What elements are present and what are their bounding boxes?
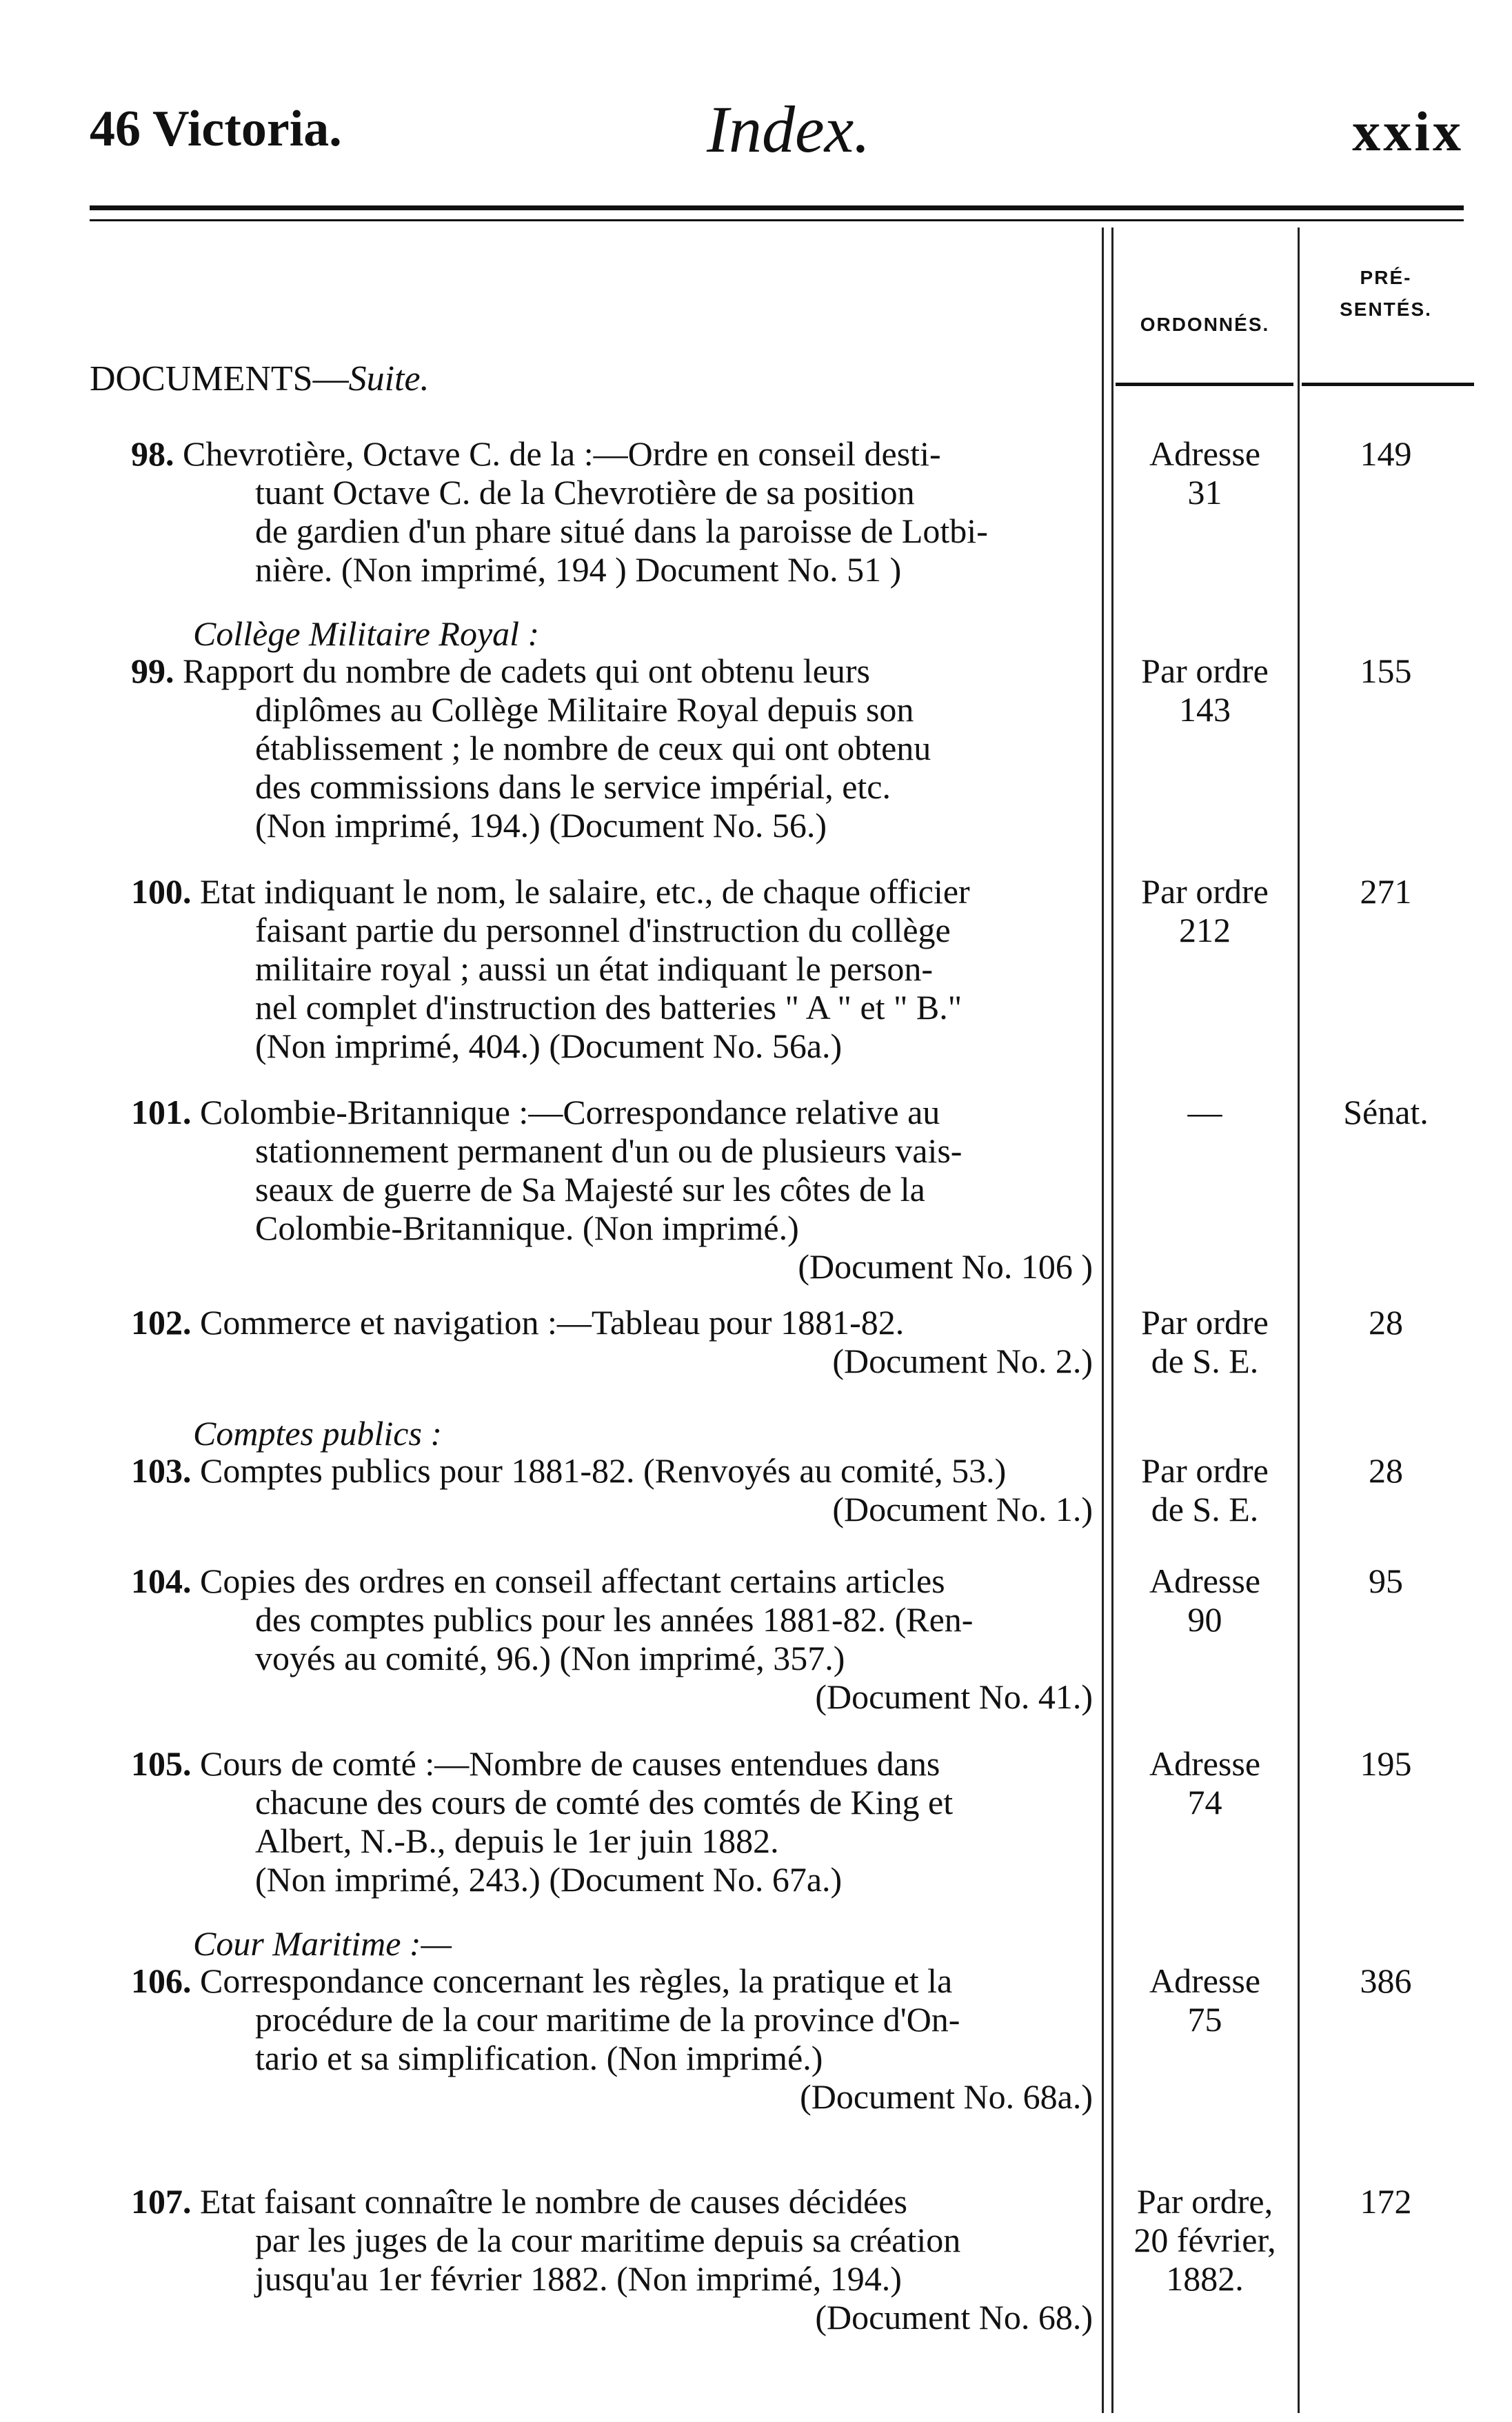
ordonnes-value: Par ordre (1141, 872, 1269, 911)
entry-line (131, 690, 1093, 729)
entry-number: 103. (131, 1451, 200, 1490)
entry-text: tuant Octave C. de la Chevrotière de sa position (255, 473, 915, 512)
index-entry (131, 1744, 1093, 1899)
entry-text: nel complet d'instruction des batteries " A " et " B." (255, 988, 962, 1027)
index-entry (131, 1961, 1093, 2116)
ordonnes-value: 31 (1187, 473, 1222, 512)
entry-number: 100. (131, 872, 200, 911)
entry-line (131, 1961, 1093, 2000)
ordonnes-value: Par ordre (1141, 1303, 1269, 1342)
ordonnes-cell (1113, 872, 1296, 949)
header-rule-thin (90, 219, 1464, 221)
column-header-rule (1302, 383, 1474, 386)
entry-text: nière. (Non imprimé, 194 ) Document No. 51 ) (255, 550, 902, 589)
entry-line (131, 806, 1093, 845)
ordonnes-value: Adresse (1149, 434, 1261, 473)
entry-line (131, 1821, 1093, 1860)
entry-text: (Non imprimé, 243.) (Document No. 67a.) (255, 1860, 843, 1899)
presentes-cell: 271 (1360, 872, 1412, 911)
entry-line (131, 473, 1093, 512)
presentes-cell: 172 (1360, 2182, 1412, 2221)
column-header-presentes (1300, 262, 1472, 325)
entry-text: jusqu'au 1er février 1882. (Non imprimé, 194.) (255, 2259, 902, 2298)
presentes-cell: 95 (1369, 1562, 1403, 1600)
presentes-cell: 386 (1360, 1961, 1412, 2000)
subheading: Cour Maritime :— (193, 1924, 452, 1963)
ordonnes-cell (1113, 434, 1296, 512)
entry-text: de gardien d'un phare situé dans la paroisse de Lotbi- (255, 512, 988, 550)
column-header-rule (1116, 383, 1293, 386)
running-header-title: Index. (707, 92, 871, 166)
ordonnes-cell (1113, 1744, 1296, 1821)
entry-line (131, 2077, 1093, 2116)
ordonnes-value: de S. E. (1151, 1490, 1259, 1528)
presentes-cell: 155 (1360, 652, 1412, 690)
entry-text: (Document No. 2.) (832, 1342, 1093, 1380)
index-entry (131, 652, 1093, 845)
index-entry (131, 1451, 1093, 1528)
entry-text: établissement ; le nombre de ceux qui ont obtenu (255, 729, 931, 767)
entry-line (131, 1677, 1093, 1716)
entry-line (131, 2182, 1093, 2221)
ordonnes-value: de S. E. (1151, 1342, 1259, 1380)
ordonnes-value: — (1187, 1093, 1222, 1131)
entry-text: (Document No. 1.) (832, 1490, 1093, 1528)
entry-text: diplômes au Collège Militaire Royal depuis son (255, 690, 914, 729)
ordonnes-value: Adresse (1149, 1562, 1261, 1600)
entry-text: Colombie-Britannique :—Correspondance relative au (200, 1093, 940, 1131)
entry-line (131, 1451, 1093, 1490)
entry-line (131, 767, 1093, 806)
entry-text: (Document No. 68a.) (800, 2077, 1093, 2116)
entry-text: Etat faisant connaître le nombre de causes décidées (200, 2182, 907, 2221)
ordonnes-value: Par ordre (1141, 1451, 1269, 1490)
entry-line (131, 1490, 1093, 1528)
entry-line (131, 1303, 1093, 1342)
ordonnes-cell (1113, 652, 1296, 729)
entry-text: chacune des cours de comté des comtés de King et (255, 1783, 954, 1821)
column-header-presentes-line2: SENTÉS. (1340, 299, 1432, 320)
entry-line (131, 1027, 1093, 1065)
entry-line (131, 872, 1093, 911)
entry-text: Rapport du nombre de cadets qui ont obtenu leurs (183, 652, 870, 690)
subheading: Comptes publics : (193, 1414, 443, 1453)
ordonnes-value: Adresse (1149, 1744, 1261, 1783)
entry-number: 106. (131, 1961, 200, 2000)
entry-line (131, 1247, 1093, 1286)
entry-line (131, 1093, 1093, 1131)
entry-text: par les juges de la cour maritime depuis sa création (255, 2221, 961, 2259)
header-rule-thick (90, 205, 1464, 210)
ordonnes-value: 20 février, (1133, 2221, 1276, 2259)
ordonnes-cell (1113, 1562, 1296, 1639)
entry-line (131, 1131, 1093, 1170)
entry-text: Copies des ordres en conseil affectant certains articles (200, 1562, 945, 1600)
entry-text: (Document No. 41.) (815, 1677, 1093, 1716)
entry-number: 107. (131, 2182, 200, 2221)
entry-line (131, 652, 1093, 690)
ordonnes-value: 75 (1187, 2000, 1222, 2039)
entry-text: voyés au comité, 96.) (Non imprimé, 357.) (255, 1639, 845, 1677)
entry-line (131, 1600, 1093, 1639)
entry-text: Etat indiquant le nom, le salaire, etc., de chaque officier (200, 872, 970, 911)
entry-line (131, 1170, 1093, 1209)
entry-line (131, 2000, 1093, 2039)
index-entry (131, 2182, 1093, 2337)
entry-line (131, 729, 1093, 767)
ordonnes-value: 90 (1187, 1600, 1222, 1639)
entry-text: Cours de comté :—Nombre de causes entendues dans (200, 1744, 940, 1783)
entry-line (131, 2039, 1093, 2077)
entry-text: Colombie-Britannique. (Non imprimé.) (255, 1209, 799, 1247)
ordonnes-value: 212 (1179, 911, 1231, 949)
entry-line (131, 988, 1093, 1027)
ordonnes-cell (1113, 1093, 1296, 1131)
running-header-left: 46 Victoria. (90, 101, 342, 157)
entry-text: Correspondance concernant les règles, la pratique et la (200, 1961, 953, 2000)
entry-line (131, 512, 1093, 550)
entry-text: faisant partie du personnel d'instruction du collège (255, 911, 951, 949)
index-entry (131, 1562, 1093, 1716)
index-entry (131, 434, 1093, 589)
ordonnes-cell (1113, 1961, 1296, 2039)
section-heading (90, 359, 430, 399)
subheading: Collège Militaire Royal : (193, 614, 540, 653)
section-title: DOCUMENTS— (90, 359, 349, 398)
entry-text: procédure de la cour maritime de la province d'On- (255, 2000, 960, 2039)
presentes-cell: 149 (1360, 434, 1412, 473)
entry-number: 98. (131, 434, 183, 473)
ordonnes-value: 1882. (1166, 2259, 1244, 2298)
entry-line (131, 1209, 1093, 1247)
ordonnes-value: Par ordre (1141, 652, 1269, 690)
ordonnes-cell (1113, 2182, 1296, 2298)
entry-text: tario et sa simplification. (Non imprimé.) (255, 2039, 823, 2077)
entry-text: seaux de guerre de Sa Majesté sur les côtes de la (255, 1170, 925, 1209)
entry-number: 101. (131, 1093, 200, 1131)
entry-line (131, 1744, 1093, 1783)
entry-line (131, 1342, 1093, 1380)
presentes-cell: 28 (1369, 1451, 1403, 1490)
ordonnes-cell (1113, 1303, 1296, 1380)
entry-text: des commissions dans le service impérial, etc. (255, 767, 891, 806)
entry-line (131, 434, 1093, 473)
entry-line (131, 1562, 1093, 1600)
presentes-cell: 195 (1360, 1744, 1412, 1783)
entry-text: militaire royal ; aussi un état indiquant le person- (255, 949, 934, 988)
entry-text: (Non imprimé, 404.) (Document No. 56a.) (255, 1027, 843, 1065)
entry-text: Chevrotière, Octave C. de la :—Ordre en conseil desti- (183, 434, 941, 473)
ordonnes-value: Par ordre, (1136, 2182, 1273, 2221)
column-header-ordonnes: ORDONNÉS. (1140, 314, 1270, 335)
page-number: xxix (1352, 100, 1464, 163)
entry-line (131, 1860, 1093, 1899)
entry-line (131, 550, 1093, 589)
entry-text: des comptes publics pour les années 1881-82. (Ren- (255, 1600, 974, 1639)
ordonnes-value: 74 (1187, 1783, 1222, 1821)
entry-text: Commerce et navigation :—Tableau pour 1881-82. (200, 1303, 905, 1342)
entry-text: Comptes publics pour 1881-82. (Renvoyés au comité, 53.) (200, 1451, 1007, 1490)
entry-text: (Document No. 106 ) (798, 1247, 1093, 1286)
entry-number: 105. (131, 1744, 200, 1783)
presentes-cell: 28 (1369, 1303, 1403, 1342)
entry-line (131, 1639, 1093, 1677)
entry-number: 102. (131, 1303, 200, 1342)
entry-line (131, 949, 1093, 988)
entry-text: (Non imprimé, 194.) (Document No. 56.) (255, 806, 827, 845)
ordonnes-cell (1113, 1451, 1296, 1528)
column-header-presentes-line1: PRÉ- (1360, 267, 1412, 288)
index-entry (131, 1093, 1093, 1286)
ordonnes-value: 143 (1179, 690, 1231, 729)
column-divider (1102, 228, 1104, 2413)
entry-number: 99. (131, 652, 183, 690)
index-entry (131, 872, 1093, 1065)
entry-text: (Document No. 68.) (815, 2298, 1093, 2337)
entry-number: 104. (131, 1562, 200, 1600)
index-entry (131, 1303, 1093, 1380)
ordonnes-value: Adresse (1149, 1961, 1261, 2000)
entry-text: Albert, N.-B., depuis le 1er juin 1882. (255, 1821, 779, 1860)
entry-text: stationnement permanent d'un ou de plusieurs vais- (255, 1131, 962, 1170)
section-suffix: Suite. (348, 359, 430, 398)
presentes-cell: Sénat. (1343, 1093, 1429, 1131)
entry-line (131, 2259, 1093, 2298)
entry-line (131, 911, 1093, 949)
entry-line (131, 2298, 1093, 2337)
entry-line (131, 1783, 1093, 1821)
entry-line (131, 2221, 1093, 2259)
